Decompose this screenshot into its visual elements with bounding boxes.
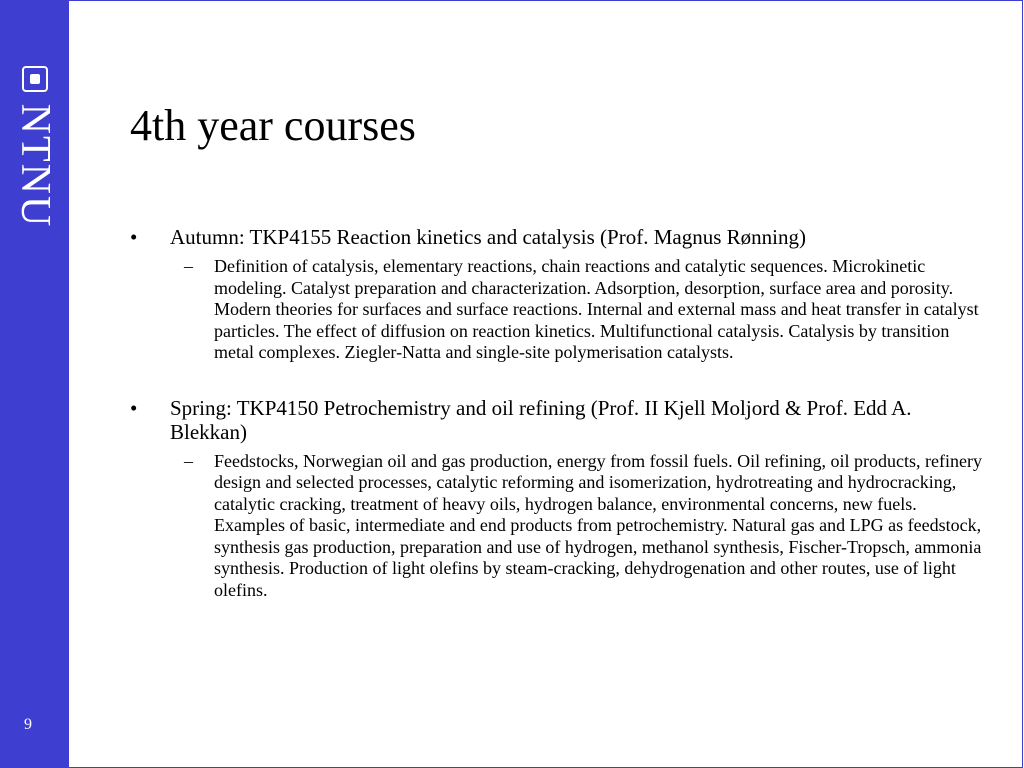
sub-bullet-autumn-description [170,256,990,364]
sub-bullet-text: Feedstocks, Norwegian oil and gas production, energy from fossil fuels. Oil refining, oil products, refinery design and selected processes, catalytic reforming and isomerization, hydrotreating and hydrocracking, catalytic cracking, treatment of heavy oils, hydrogen balance, environmental concerns, new fuels. Examples of basic, intermediate and end products from petrochemistry. Natural gas and LPG as feedstock, synthesis gas production, preparation and use of hydrogen, methanol synthesis, Fischer-Tropsch, ammonia synthesis. Production of light olefins by steam-cracking, dehydrogenation and other routes, use of light olefins. [214,450,982,600]
sub-bullet-marker: – [184,256,193,276]
sub-bullet-spring-description [170,451,990,602]
slide-number: 9 [24,716,32,733]
bullet-text: Spring: TKP4150 Petrochemistry and oil refining (Prof. II Kjell Moljord & Prof. Edd A. Blekkan) [170,395,912,444]
sub-bullet-marker: – [184,450,193,471]
bullet-marker: • [130,395,138,420]
ntnu-logo-icon [22,66,48,92]
bullet-marker: • [130,225,138,249]
bullet-spring-course [130,396,990,602]
ntnu-logo-text: NTNU [12,103,58,229]
sidebar [0,0,69,768]
slide-content [130,225,990,601]
bullet-text: Autumn: TKP4155 Reaction kinetics and catalysis (Prof. Magnus Rønning) [170,225,806,249]
slide-title: 4th year courses [130,101,416,150]
bullet-autumn-course [130,225,990,364]
sub-bullet-text: Definition of catalysis, elementary reactions, chain reactions and catalytic sequences. Microkinetic modeling. Catalyst preparation and characterization. Adsorption, desorption, surface area and porosity. Modern theories for surfaces and surface reactions. Internal and external mass and heat transfer in catalyst particles. The effect of diffusion on reaction kinetics. Multifunctional catalysis. Catalysis by transition metal complexes. Ziegler-Natta and single-site polymerisation catalysts. [214,256,979,362]
